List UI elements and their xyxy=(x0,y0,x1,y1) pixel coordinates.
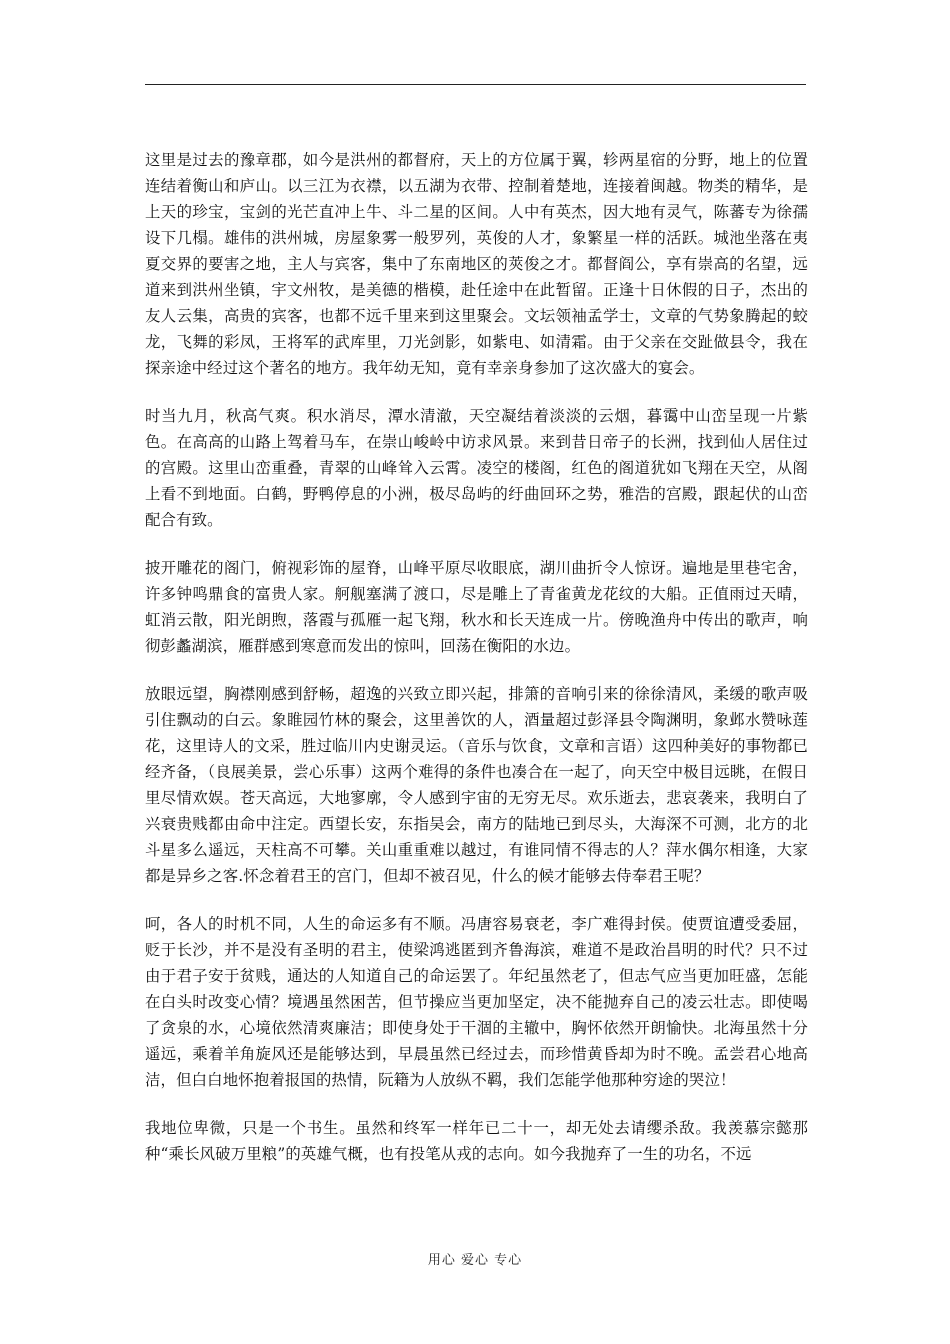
paragraph-5: 呵，各人的时机不同，人生的命运多有不顺。冯唐容易衰老，李广难得封侯。使贾谊遭受委屈，贬于长沙，并不是没有圣明的君主，使梁鸿逃匿到齐鲁海滨，难道不是政治昌明的时代？只不过由于君子安于贫贱，通达的人知道自己的命运罢了。年纪虽然老了，但志气应当更加旺盛，怎能在白头时改变心情？境遇虽然困苦，但节操应当更加坚定，决不能抛弃自己的凌云壮志。即使喝了贪泉的水，心境依然清爽廉洁；即使身处于干涸的主辙中，胸怀依然开朗愉快。北海虽然十分遥远，乘着羊角旋风还是能够达到，早晨虽然已经过去，而珍惜黄昏却为时不晚。孟尝君心地高洁，但白白地怀抱着报国的热情，阮籍为人放纵不羁，我们怎能学他那种穷途的哭泣！ xyxy=(145,915,808,1089)
paragraph-1: 这里是过去的豫章郡，如今是洪州的都督府，天上的方位属于翼，轸两星宿的分野，地上的位置连结着衡山和庐山。以三江为衣襟，以五湖为衣带、控制着楚地，连接着闽越。物类的精华，是上天的珍宝，宝剑的光芒直冲上牛、斗二星的区间。人中有英杰，因大地有灵气，陈蕃专为徐孺设下几榻。雄伟的洪州城，房屋象雾一般罗列，英俊的人才，象繁星一样的活跃。城池坐落在夷夏交界的要害之地，主人与宾客，集中了东南地区的莢俊之才。都督阎公，享有崇高的名望，远道来到洪州坐镇，宇文州牧，是美德的楷模，赴任途中在此暂留。正逢十日休假的日子，杰出的友人云集，高贵的宾客，也都不远千里来到这里聚会。文坛领袖孟学士，文章的气势象腾起的蛟龙，飞舞的彩凤，王将军的武库里，刀光剑影，如紫电、如清霜。由于父亲在交趾做县令，我在探亲途中经过这个著名的地方。我年幼无知，竟有幸亲身参加了这次盛大的宴会。 xyxy=(145,151,808,377)
document-body xyxy=(145,147,808,1189)
paragraph-6: 我地位卑微，只是一个书生。虽然和终军一样年已二十一，却无处去请缨杀敌。我羡慕宗懿那种“乘长风破万里粮”的英雄气概，也有投笔从戎的志向。如今我抛弃了一生的功名，不远 xyxy=(145,1119,808,1163)
paragraph-4: 放眼远望，胸襟刚感到舒畅，超逸的兴致立即兴起，排箫的音响引来的徐徐清风，柔缓的歌声吸引住飘动的白云。象睢园竹林的聚会，这里善饮的人，酒量超过彭泽县令陶渊明，象邺水赞咏莲花，这里诗人的文采，胜过临川内史谢灵运。（音乐与饮食，文章和言语）这四种美好的事物都已经齐备，（良展美景，尝心乐事）这两个难得的条件也凑合在一起了，向天空中极目远眺，在假日里尽情欢娱。苍天高远，大地寥廓，令人感到宇宙的无穷无尽。欢乐逝去，悲哀袭来，我明白了兴衰贵贱都由命中注定。西望长安，东指吴会，南方的陆地已到尽头，大海深不可测，北方的北斗星多么遥远，天柱高不可攀。关山重重难以越过，有谁同情不得志的人？萍水偶尔相逢，大家都是异乡之客.怀念着君王的宫门，但却不被召见，什么的候才能够去侍奉君王呢？ xyxy=(145,685,808,885)
header-rule xyxy=(145,84,806,85)
paragraph-3: 披开雕花的阁门，俯视彩饰的屋脊，山峰平原尽收眼底，湖川曲折令人惊讶。遍地是里巷宅舍，许多钟鸣鼎食的富贵人家。舸舰塞满了渡口，尽是雕上了青雀黄龙花纹的大船。正值雨过天晴，虹消云散，阳光朗煦，落霞与孤雁一起飞翔，秋水和长天连成一片。傍晚渔舟中传出的歌声，响彻彭蠡湖滨，雁群感到寒意而发出的惊叫，回荡在衡阳的水边。 xyxy=(145,559,808,655)
paragraph-2: 时当九月，秋高气爽。积水消尽，潭水清澈，天空凝结着淡淡的云烟，暮霭中山峦呈现一片紫色。在高高的山路上驾着马车，在崇山峻岭中访求风景。来到昔日帝子的长洲，找到仙人居住过的宫殿。这里山峦重叠，青翠的山峰耸入云霄。凌空的楼阁，红色的阁道犹如飞翔在天空，从阁上看不到地面。白鹤，野鸭停息的小洲，极尽岛屿的纡曲回环之势，雅浩的宫殿，跟起伏的山峦配合有致。 xyxy=(145,407,808,529)
page-footer: 用心 爱心 专心 xyxy=(427,1253,523,1268)
